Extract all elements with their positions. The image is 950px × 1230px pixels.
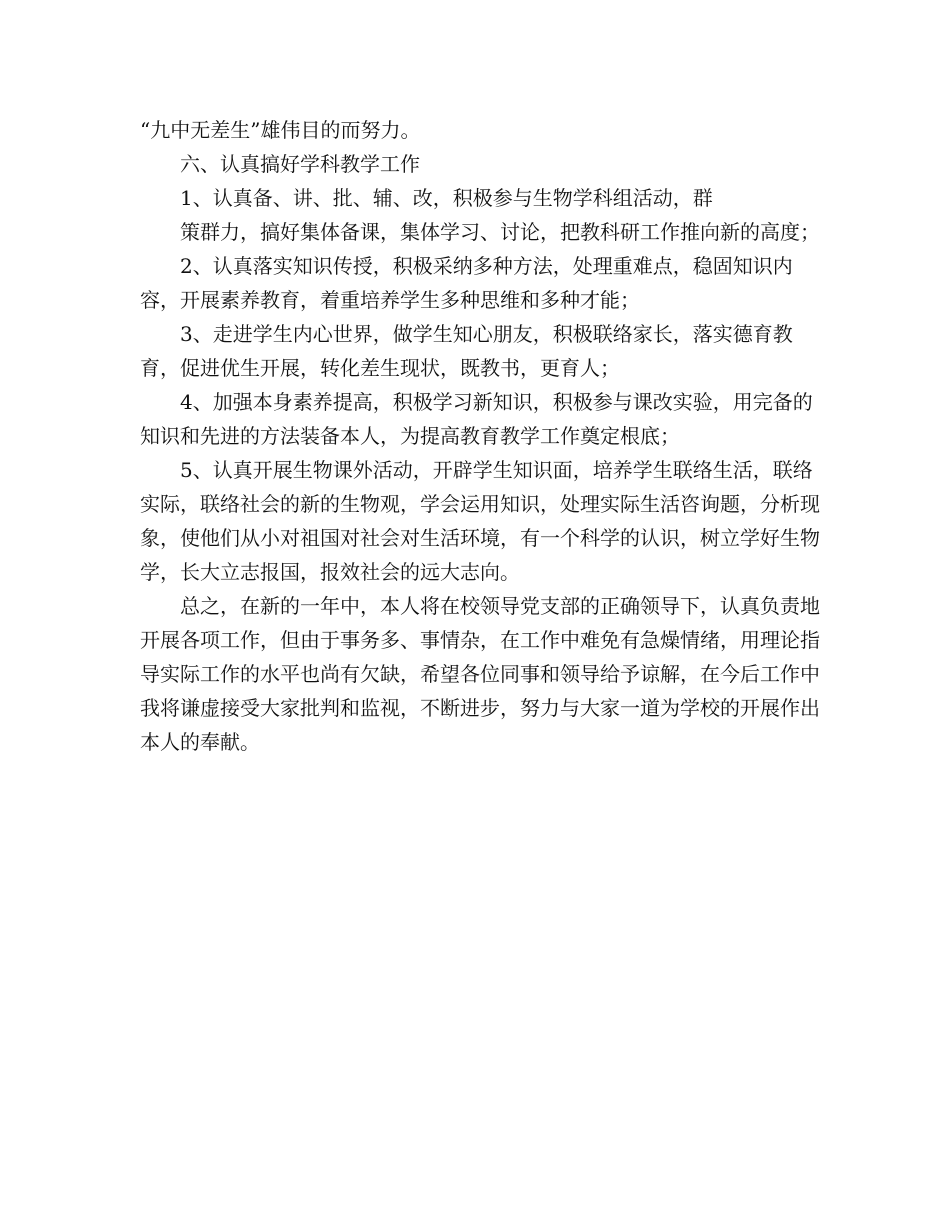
list-item-1: 1、认真备、讲、批、辅、改，积极参与生物学科组活动，群 (180, 186, 713, 210)
document-body (140, 113, 830, 759)
list-item-3: 3、走进学生内心世界，做学生知心朋友，积极联络家长，落实德育教育，促进优生开展，转化差生现状，既教书，更育人； (140, 322, 793, 380)
list-item-4: 4、加强本身素养提高，积极学习新知识，积极参与课改实验，用完备的知识和先进的方法装备本人，为提高教育教学工作奠定根底； (140, 390, 813, 448)
section-heading: 六、认真搞好学科教学工作 (180, 152, 420, 176)
conclusion-paragraph: 总之，在新的一年中，本人将在校领导党支部的正确领导下，认真负责地开展各项工作，但由于事务多、事情杂，在工作中难免有急燥情绪，用理论指导实际工作的水平也尚有欠缺，希望各位同事和领导给予谅解，在今后工作中我将谦虚接受大家批判和监视，不断进步，努力与大家一道为学校的开展作出本人的奉献。 (140, 594, 820, 754)
list-item-5: 5、认真开展生物课外活动，开辟学生知识面，培养学生联络生活，联络实际，联络社会的新的生物观，学会运用知识，处理实际生活咨询题，分析现象，使他们从小对祖国对社会对生活环境，有一个科学的认识，树立学好生物学，长大立志报国，报效社会的远大志向。 (140, 458, 820, 584)
paragraph-continuation: “九中无差生”雄伟目的而努力。 (140, 118, 421, 142)
list-item-2: 2、认真落实知识传授，积极采纳多种方法，处理重难点，稳固知识内容，开展素养教育，着重培养学生多种思维和多种才能； (140, 254, 793, 312)
list-item-1-continuation: 策群力，搞好集体备课，集体学习、讨论，把教科研工作推向新的高度； (180, 220, 820, 244)
